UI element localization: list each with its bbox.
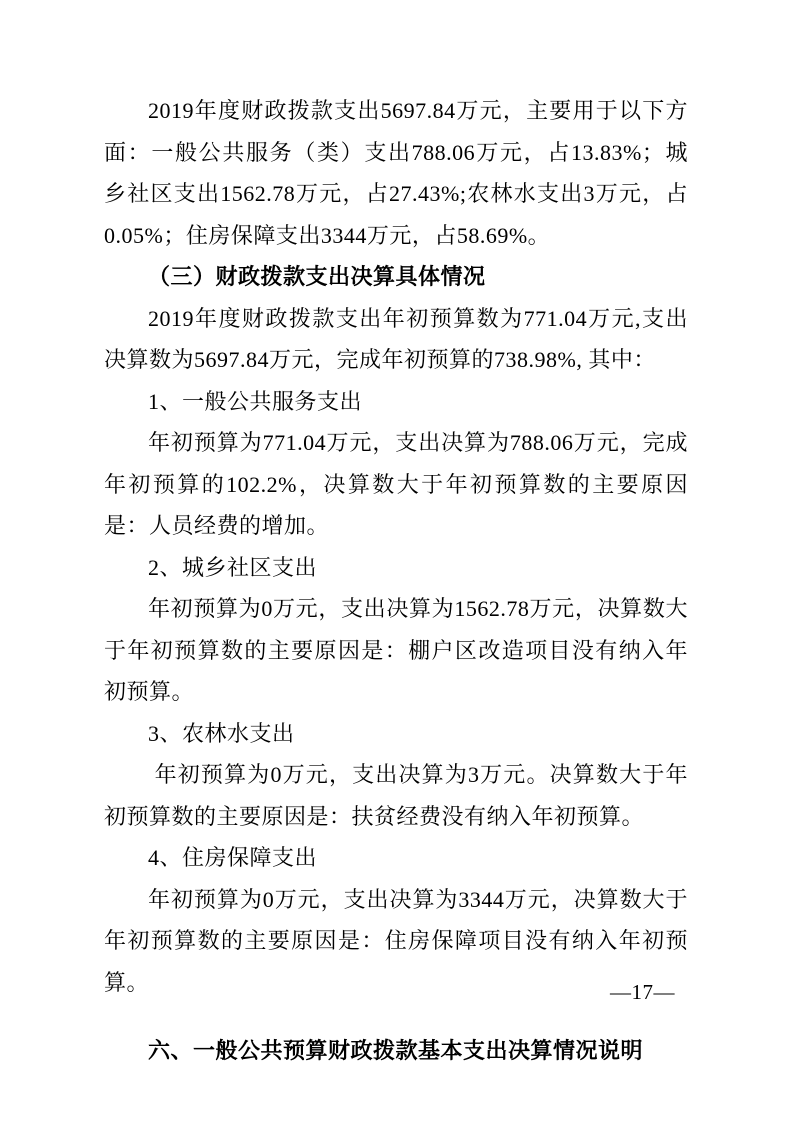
subitem-4-housing-security: 4、住房保障支出 [148,845,318,870]
paragraph-agriculture-forestry-water-detail: 年初预算为0万元，支出决算为3万元。决算数大于年初预算数的主要原因是：扶贫经费没有纳入年初预算。 [104,762,688,829]
heading-section-3-expenditure-details: （三）财政拨款支出决算具体情况 [148,264,486,289]
paragraph-budget-vs-final: 2019年度财政拨款支出年初预算数为771.04万元,支出决算数为5697.84万元，完成年初预算的738.98%, 其中： [104,305,688,372]
subitem-2-urban-rural-community: 2、城乡社区支出 [148,554,318,580]
paragraph-housing-security-detail: 年初预算为0万元，支出决算为3344万元，决算数大于年初预算数的主要原因是：住房保障项目没有纳入年初预算。 [104,886,688,995]
paragraph-expenditure-summary: 2019年度财政拨款支出5697.84万元，主要用于以下方面：一般公共服务（类）支出788.06万元，占13.83%；城乡社区支出1562.78万元，占27.43%;农林水支出3万元，占0.05%；住房保障支出3344万元，占58.69%。 [104,98,688,248]
paragraph-urban-rural-community-detail: 年初预算为0万元，支出决算为1562.78万元，决算数大于年初预算数的主要原因是：棚户区改造项目没有纳入年初预算。 [104,596,688,704]
page-number: —17— [610,980,675,1004]
paragraph-general-public-service-detail: 年初预算为771.04万元，支出决算为788.06万元，完成年初预算的102.2%，决算数大于年初预算数的主要原因是：人员经费的增加。 [104,430,688,538]
document-body [104,90,688,1072]
heading-section-6-basic-expenditure: 六、一般公共预算财政拨款基本支出决算情况说明 [148,1038,644,1063]
subitem-3-agriculture-forestry-water: 3、农林水支出 [148,720,295,746]
subitem-1-general-public-service: 1、一般公共服务支出 [148,388,363,414]
